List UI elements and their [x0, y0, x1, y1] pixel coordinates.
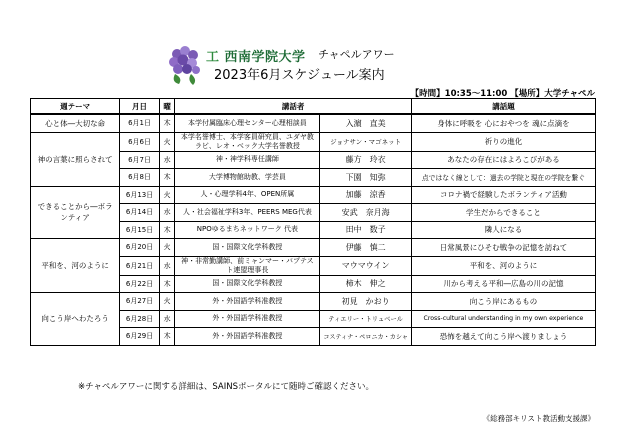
- date-cell: 6月15日: [120, 221, 160, 239]
- day-cell: 木: [159, 114, 175, 132]
- topic-cell: コロナ禍で経験したボランティア活動: [411, 186, 595, 204]
- theme-cell: 心と体―大切な命: [31, 114, 120, 132]
- portal-note: ※チャペルアワーに関する詳細は、SAINSポータルにて随時ご確認ください。: [78, 382, 374, 392]
- speaker-cell: 柿木 伸之: [320, 275, 412, 293]
- affiliation-cell: 国・国際文化学科教授: [175, 275, 320, 293]
- col-speaker: 講話者: [175, 99, 411, 115]
- table-row: [31, 186, 596, 204]
- topic-cell: 祈りの進化: [411, 132, 595, 151]
- topic-cell: 恐怖を越えて向こう岸へ渡りましょう: [411, 328, 595, 346]
- affiliation-cell: 国・国際文化学科教授: [175, 239, 320, 257]
- col-date: 月日: [120, 99, 160, 115]
- theme-cell: 神の言葉に照らされて: [31, 132, 120, 186]
- hydrangea-logo-icon: [165, 44, 205, 86]
- affiliation-cell: NPOゆるまちネットワーク 代表: [175, 221, 320, 239]
- topic-cell: 平和を、河のように: [411, 256, 595, 275]
- topic-cell: 点ではなく線として：過去の学院と現在の学院を繋ぐ: [411, 169, 595, 187]
- schedule-title: 2023年6月スケジュール案内: [214, 68, 385, 83]
- affiliation-cell: 本学名誉博士、本学客員研究員、ユダヤ教ラビ、レオ・ベック大学名誉教授: [175, 132, 320, 151]
- day-cell: 火: [159, 239, 175, 257]
- speaker-cell: マウマウイン: [320, 256, 412, 275]
- speaker-cell: 安武 奈月海: [320, 204, 412, 222]
- day-cell: 火: [159, 186, 175, 204]
- day-cell: 木: [159, 328, 175, 346]
- day-cell: 木: [159, 221, 175, 239]
- day-cell: 木: [159, 275, 175, 293]
- affiliation-cell: 外・外国語学科准教授: [175, 328, 320, 346]
- affiliation-cell: 人・心理学科4年、OPEN所属: [175, 186, 320, 204]
- speaker-cell: 藤方 玲衣: [320, 151, 412, 169]
- topic-cell: 向こう岸にあるもの: [411, 293, 595, 311]
- affiliation-cell: 神・非常勤講師、前ミャンマー・バプテスト連盟理事長: [175, 256, 320, 275]
- affiliation-cell: 人・社会福祉学科3年、PEERS MEG代表: [175, 204, 320, 222]
- speaker-cell: コスティナ・ペロニカ・カシャ: [320, 328, 412, 346]
- date-cell: 6月8日: [120, 169, 160, 187]
- date-cell: 6月13日: [120, 186, 160, 204]
- affiliation-cell: 本学付属臨床心理センター心理相談員: [175, 114, 320, 132]
- day-cell: 水: [159, 204, 175, 222]
- speaker-cell: 初見 かおり: [320, 293, 412, 311]
- schedule-table: [30, 98, 596, 346]
- date-cell: 6月21日: [120, 256, 160, 275]
- topic-cell: 川から考える平和―広島の川の記憶: [411, 275, 595, 293]
- affiliation-cell: 大学博物館助教、学芸員: [175, 169, 320, 187]
- day-cell: 水: [159, 151, 175, 169]
- speaker-cell: 加藤 涼香: [320, 186, 412, 204]
- affiliation-cell: 外・外国語学科准教授: [175, 293, 320, 311]
- col-topic: 講話題: [411, 99, 595, 115]
- table-row: [31, 114, 596, 132]
- date-cell: 6月29日: [120, 328, 160, 346]
- date-cell: 6月28日: [120, 310, 160, 328]
- topic-cell: あなたの存在にはよろこびがある: [411, 151, 595, 169]
- date-cell: 6月1日: [120, 114, 160, 132]
- day-cell: 火: [159, 293, 175, 311]
- date-cell: 6月20日: [120, 239, 160, 257]
- speaker-cell: ティエリー・トリュベール: [320, 310, 412, 328]
- event-name: チャペルアワー: [318, 48, 395, 61]
- theme-cell: できることから―ボランティア: [31, 186, 120, 239]
- theme-cell: 向こう岸へわたろう: [31, 293, 120, 346]
- university-name: 工 西南学院大学: [206, 50, 306, 65]
- speaker-cell: 伊藤 慎二: [320, 239, 412, 257]
- date-cell: 6月7日: [120, 151, 160, 169]
- topic-cell: 学生だからできること: [411, 204, 595, 222]
- day-cell: 水: [159, 256, 175, 275]
- time-location: 【時間】10:35～11:00 【場所】大学チャペル: [410, 89, 595, 99]
- day-cell: 木: [159, 169, 175, 187]
- theme-cell: 平和を、河のように: [31, 239, 120, 293]
- date-cell: 6月22日: [120, 275, 160, 293]
- date-cell: 6月27日: [120, 293, 160, 311]
- table-row: [31, 239, 596, 257]
- table-header-row: [31, 99, 596, 115]
- topic-cell: 隣人になる: [411, 221, 595, 239]
- day-cell: 火: [159, 132, 175, 151]
- table-row: [31, 293, 596, 311]
- affiliation-cell: 外・外国語学科准教授: [175, 310, 320, 328]
- date-cell: 6月14日: [120, 204, 160, 222]
- topic-cell: 日常風景にひそむ戦争の記憶を訪ねて: [411, 239, 595, 257]
- speaker-cell: 田中 数子: [320, 221, 412, 239]
- department-footer: 《総務部キリスト教活動支援課》: [482, 414, 595, 423]
- date-cell: 6月6日: [120, 132, 160, 151]
- col-day: 曜: [159, 99, 175, 115]
- speaker-cell: 下園 知弥: [320, 169, 412, 187]
- header: [0, 40, 625, 88]
- day-cell: 水: [159, 310, 175, 328]
- table-row: [31, 132, 596, 151]
- speaker-cell: 入濵 直美: [320, 114, 412, 132]
- affiliation-cell: 神・神学科専任講師: [175, 151, 320, 169]
- col-theme: 週テーマ: [31, 99, 120, 115]
- topic-cell: Cross-cultural understanding in my own experience: [411, 310, 595, 328]
- topic-cell: 身体に呼吸を 心におやつを 魂に点滴を: [411, 114, 595, 132]
- speaker-cell: ジョナサン・マゴネット: [320, 132, 412, 151]
